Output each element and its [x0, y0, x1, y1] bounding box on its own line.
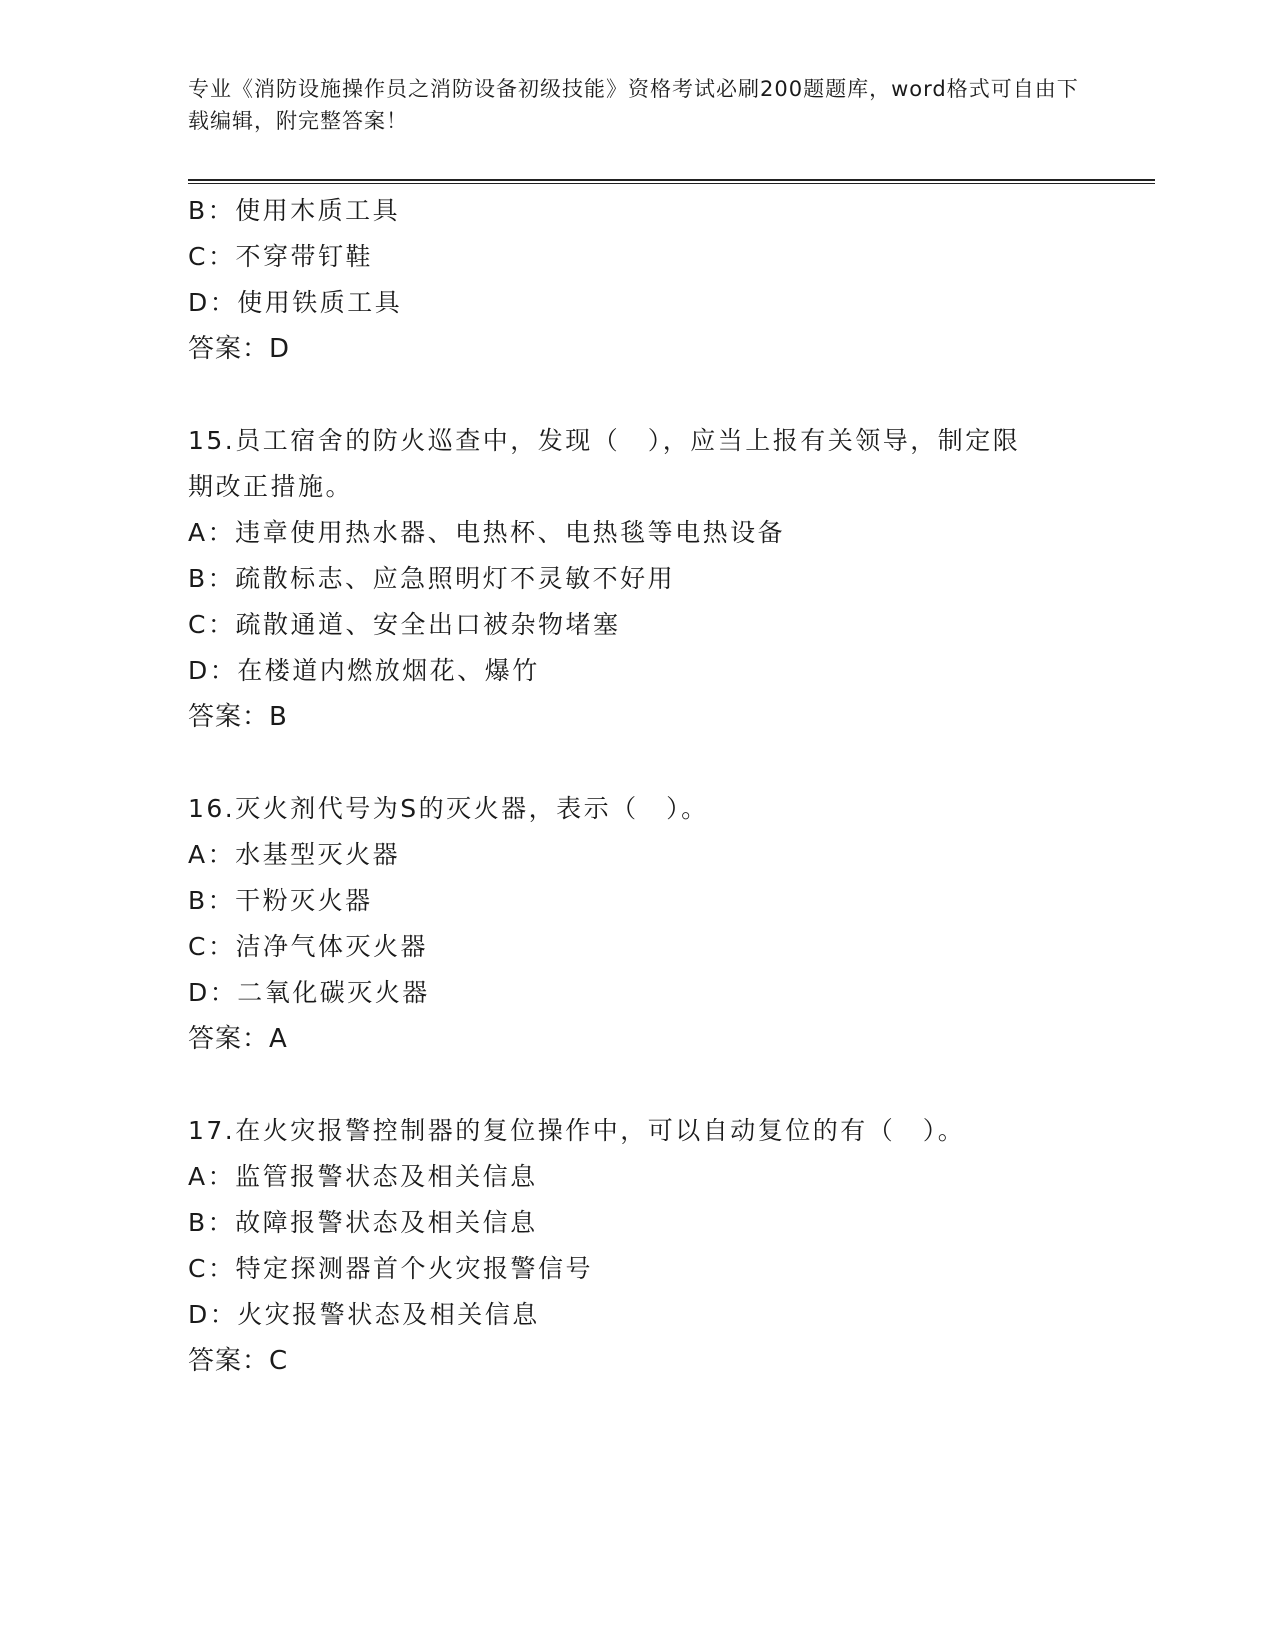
option-b: B：干粉灭火器: [188, 886, 373, 915]
answer: 答案：B: [188, 702, 288, 732]
document-header: 专业《消防设施操作员之消防设备初级技能》资格考试必刷200题题库，word格式可自由下载编辑，附完整答案！: [188, 77, 1079, 133]
answer: 答案：C: [188, 1346, 289, 1376]
question-stem-line-2: 期改正措施。: [188, 472, 354, 501]
document-body: [188, 188, 1088, 1384]
answer: 答案：D: [188, 334, 291, 364]
option-a: A：监管报警状态及相关信息: [188, 1162, 538, 1191]
option-b: B：疏散标志、应急照明灯不灵敏不好用: [188, 564, 676, 593]
option-d: D：二氧化碳灭火器: [188, 978, 430, 1007]
question-15: [188, 418, 1088, 740]
option-d: D：使用铁质工具: [188, 288, 403, 317]
option-b: B：故障报警状态及相关信息: [188, 1208, 538, 1237]
answer: 答案：A: [188, 1024, 288, 1054]
option-c: C：特定探测器首个火灾报警信号: [188, 1254, 593, 1283]
question-stem: 16.灭火剂代号为S的灭火器，表示（ ）。: [188, 794, 709, 823]
option-a: A：违章使用热水器、电热杯、电热毯等电热设备: [188, 518, 786, 547]
option-d: D：火灾报警状态及相关信息: [188, 1300, 540, 1329]
option-c: C：疏散通道、安全出口被杂物堵塞: [188, 610, 621, 639]
option-b: B：使用木质工具: [188, 196, 401, 225]
question-14-tail: [188, 188, 1088, 372]
spacer: [188, 740, 1088, 786]
header-rule-thin: [188, 183, 1155, 184]
question-stem: 17.在火灾报警控制器的复位操作中，可以自动复位的有（ ）。: [188, 1116, 966, 1145]
option-d: D：在楼道内燃放烟花、爆竹: [188, 656, 540, 685]
spacer: [188, 372, 1088, 418]
option-c: C：不穿带钉鞋: [188, 242, 373, 271]
spacer: [188, 1062, 1088, 1108]
question-16: [188, 786, 1088, 1062]
option-a: A：水基型灭火器: [188, 840, 401, 869]
header-rule-thick: [188, 179, 1155, 181]
question-17: [188, 1108, 1088, 1384]
question-stem-line-1: 15.员工宿舍的防火巡查中，发现（ ），应当上报有关领导，制定限: [188, 426, 1021, 455]
option-c: C：洁净气体灭火器: [188, 932, 428, 961]
